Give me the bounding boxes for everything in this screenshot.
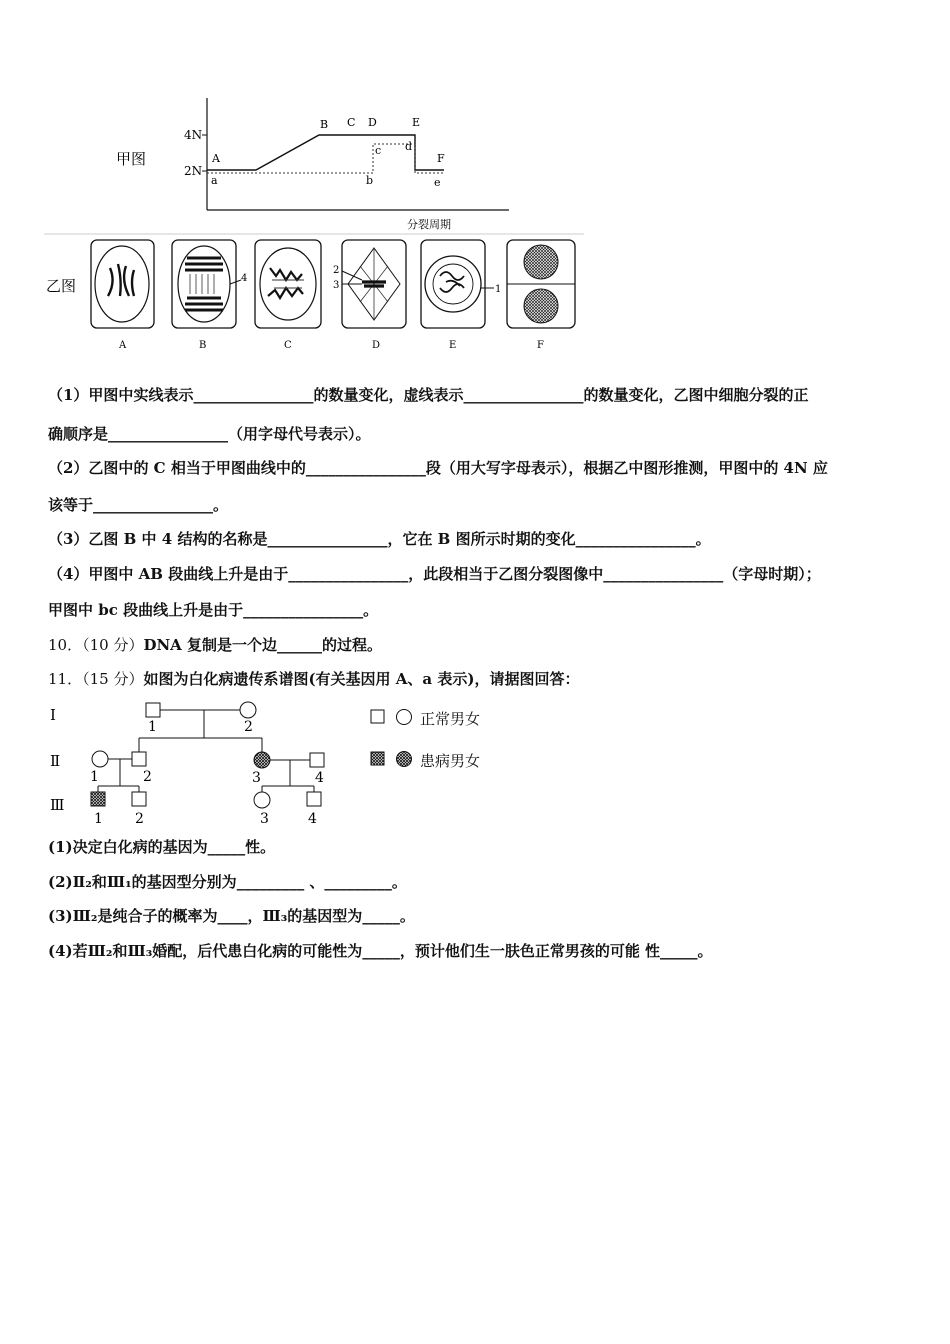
I-2-normal-female xyxy=(240,702,256,718)
blank[interactable]: _____ xyxy=(362,942,400,960)
blank[interactable]: ________________ xyxy=(108,425,229,443)
q9-p3a: （3）乙图 B 中 4 结构的名称是 xyxy=(48,530,268,548)
point-E: E xyxy=(412,116,421,129)
q9-part3 xyxy=(48,528,711,549)
graph-label: 甲图 xyxy=(116,150,147,168)
blank[interactable]: _____ xyxy=(660,942,698,960)
legend-affected-label: 患病男女 xyxy=(420,752,481,770)
II-4-normal-male xyxy=(310,753,324,767)
q9-p2a: （2）乙图中的 C 相当于甲图曲线中的 xyxy=(48,459,306,477)
num-I-2: 2 xyxy=(244,719,253,735)
point-A: A xyxy=(212,152,220,165)
cell-letter-F: F xyxy=(537,340,544,351)
legend-normal-female-icon xyxy=(397,710,412,725)
blank[interactable]: _________ xyxy=(236,873,305,891)
q9-p2b: 段（用大写字母表示），根据乙中图形推测，甲图中的 4N 应 xyxy=(425,459,828,477)
q9-p2c: 该等于 xyxy=(48,496,94,514)
III-1-affected-male xyxy=(91,792,105,806)
blank[interactable]: _____ xyxy=(362,907,400,925)
II-1-normal-female xyxy=(92,751,108,767)
q11-text: 如图为白化病遗传系谱图(有关基因用 A、a 表示)，请据图回答： xyxy=(143,670,580,688)
legend-normal-label: 正常男女 xyxy=(420,710,481,728)
point-B: B xyxy=(320,118,329,131)
q10-tail: 的过程。 xyxy=(322,636,383,654)
q11-sub2 xyxy=(48,871,407,892)
q9-p3c: 。 xyxy=(695,530,711,548)
pedigree-chart xyxy=(44,698,344,830)
q9-part4-line1 xyxy=(48,563,821,584)
cell-letter-A: A xyxy=(119,340,127,351)
q10-text: DNA 复制是一个边 xyxy=(143,636,278,654)
q9-p1a: （1）甲图中实线表示 xyxy=(48,386,194,404)
q9-part2-line1 xyxy=(48,457,828,478)
III-3-normal-female xyxy=(254,792,270,808)
cell-letter-E: E xyxy=(449,340,457,351)
blank[interactable]: _________ xyxy=(324,873,392,891)
q11-s1a: (1)决定白化病的基因为 xyxy=(48,838,208,856)
II-2-normal-male xyxy=(132,752,146,766)
cell-B xyxy=(172,240,241,328)
q9-p4c: （字母时期）； xyxy=(723,565,821,583)
q10-score: （10 分） xyxy=(82,636,144,654)
y-label-2n: 2N xyxy=(184,164,203,178)
q11-s4a: (4)若Ⅲ₂和Ⅲ₃婚配，后代患白化病的可能性为 xyxy=(48,942,363,960)
q9-p4b: ，此段相当于乙图分裂图像中 xyxy=(408,565,604,583)
q9-part1-line1 xyxy=(48,384,808,405)
legend-normal-male-icon xyxy=(371,710,384,723)
q10-number: 10． xyxy=(48,636,83,654)
num-II-1: 1 xyxy=(90,769,99,785)
q11-stem xyxy=(48,668,579,689)
generation-II: Ⅱ xyxy=(50,752,61,770)
point-c: c xyxy=(375,144,382,157)
q11-s4b: ，预计他们生一肤色正常男孩的可能 性 xyxy=(399,942,661,960)
q9-p4e: 。 xyxy=(363,601,379,619)
num-III-1: 1 xyxy=(94,811,103,827)
callout-3: 3 xyxy=(333,280,340,291)
num-III-4: 4 xyxy=(308,811,317,827)
blank[interactable]: ________________ xyxy=(305,459,426,477)
q11-s1b: 性。 xyxy=(245,838,276,856)
q11-s3c: 。 xyxy=(399,907,415,925)
blank[interactable]: _____ xyxy=(207,838,246,856)
cell-A xyxy=(91,240,154,328)
q11-score: （15 分） xyxy=(82,670,144,688)
num-II-4: 4 xyxy=(315,770,324,786)
q9-p4a: （4）甲图中 AB 段曲线上升是由于 xyxy=(48,565,289,583)
generation-I: Ⅰ xyxy=(50,706,56,724)
x-axis-label: 分裂周期 xyxy=(407,218,451,231)
III-4-normal-male xyxy=(307,792,321,806)
blank[interactable]: ________________ xyxy=(288,565,409,583)
cell-E xyxy=(421,240,494,328)
blank[interactable]: ________________ xyxy=(243,601,364,619)
blank[interactable]: ________________ xyxy=(267,530,388,548)
blank[interactable]: ________________ xyxy=(193,386,314,404)
q11-s2c: 。 xyxy=(391,873,407,891)
q9-part2-line2 xyxy=(48,494,228,515)
q11-s3a: (3)Ⅲ₂是纯合子的概率为 xyxy=(48,907,218,925)
point-C: C xyxy=(347,116,356,129)
point-a: a xyxy=(211,174,218,187)
q9-p1e: （用字母代号表示）。 xyxy=(228,425,371,443)
q9-part4-line2 xyxy=(48,599,378,620)
num-III-2: 2 xyxy=(135,811,144,827)
cells-label: 乙图 xyxy=(46,277,77,295)
legend-affected-female-icon xyxy=(397,752,412,767)
point-e: e xyxy=(434,176,441,189)
cell-D xyxy=(342,240,406,328)
num-II-3: 3 xyxy=(252,770,261,786)
blank[interactable]: ________________ xyxy=(575,530,696,548)
q11-sub1 xyxy=(48,836,275,857)
blank[interactable]: ________________ xyxy=(93,496,214,514)
q11-number: 11． xyxy=(48,670,83,688)
legend-affected-male-icon xyxy=(371,752,384,765)
blank[interactable]: ________________ xyxy=(463,386,584,404)
num-III-3: 3 xyxy=(260,811,269,827)
q11-sub4 xyxy=(48,940,713,961)
I-1-normal-male xyxy=(146,703,160,717)
III-2-normal-male xyxy=(132,792,146,806)
point-d: d xyxy=(405,140,413,153)
q9-p3b: ，它在 B 图所示时期的变化 xyxy=(387,530,576,548)
point-F: F xyxy=(437,152,445,165)
callout-1: 1 xyxy=(495,284,502,295)
q11-s4c: 。 xyxy=(697,942,713,960)
q9-p4d: 甲图中 bc 段曲线上升是由于 xyxy=(48,601,244,619)
q9-p1b: 的数量变化，虚线表示 xyxy=(313,386,464,404)
blank[interactable]: ______ xyxy=(277,636,323,654)
blank[interactable]: ________________ xyxy=(603,565,724,583)
cell-F xyxy=(507,240,575,328)
y-label-4n: 4N xyxy=(184,128,203,142)
cell-letter-D: D xyxy=(372,340,381,351)
q11-sub3 xyxy=(48,905,415,926)
callout-2: 2 xyxy=(333,265,340,276)
cell-C xyxy=(255,240,321,328)
pedigree-legend-symbols xyxy=(368,704,412,768)
blank[interactable]: ____ xyxy=(217,907,248,925)
point-b: b xyxy=(366,174,374,187)
cell-division-figure xyxy=(44,98,584,356)
generation-III: Ⅲ xyxy=(50,796,65,814)
q11-s2a: (2)Ⅱ₂和Ⅲ₁的基因型分别为 xyxy=(48,873,237,891)
II-3-affected-female xyxy=(254,752,270,768)
q10 xyxy=(48,634,382,655)
cell-letter-C: C xyxy=(284,340,292,351)
q11-s2b: 、 xyxy=(304,873,325,891)
q9-p2d: 。 xyxy=(213,496,229,514)
cell-letter-B: B xyxy=(199,340,207,351)
point-D: D xyxy=(368,116,377,129)
q9-p1d: 确顺序是 xyxy=(48,425,109,443)
num-II-2: 2 xyxy=(143,769,152,785)
q9-part1-line2 xyxy=(48,423,371,444)
num-I-1: 1 xyxy=(148,719,157,735)
callout-4: 4 xyxy=(241,273,248,284)
q11-s3b: ，Ⅲ₃的基因型为 xyxy=(247,907,363,925)
q9-p1c: 的数量变化，乙图中细胞分裂的正 xyxy=(583,386,809,404)
